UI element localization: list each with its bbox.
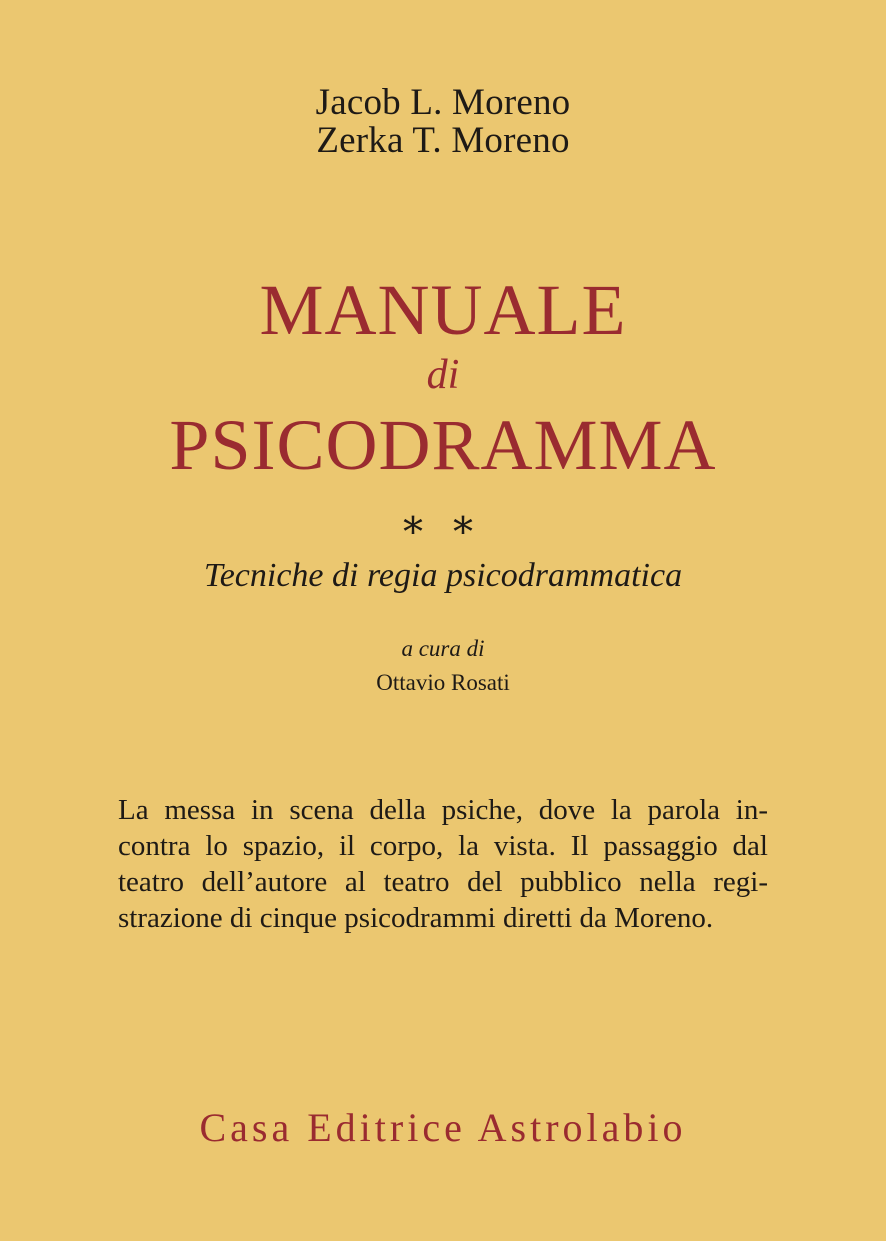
volume-marker: ⁎ ⁎	[403, 497, 483, 542]
title-line-2: di	[426, 352, 460, 398]
editor-label: a cura di	[401, 636, 485, 661]
blurb-line: La messa in scena della psiche, dove la parola in-	[118, 794, 768, 826]
editor-name: Ottavio Rosati	[376, 670, 510, 695]
author-name: Jacob L. Moreno	[315, 82, 571, 123]
subtitle: Tecniche di regia psicodrammatica	[203, 557, 683, 594]
blurb	[118, 792, 768, 936]
blurb-line: contra lo spazio, il corpo, la vista. Il passaggio dal	[118, 830, 768, 862]
publisher: Casa Editrice Astrolabio	[199, 1105, 687, 1150]
blurb-line: teatro dell’autore al teatro del pubblico nella regi-	[118, 866, 768, 898]
title-line-3: PSICODRAMMA	[169, 405, 717, 485]
title-line-1: MANUALE	[259, 270, 627, 350]
authors	[0, 84, 886, 160]
author-name: Zerka T. Moreno	[316, 120, 570, 161]
blurb-line: strazione di cinque psicodrammi diretti da Moreno.	[118, 902, 714, 934]
